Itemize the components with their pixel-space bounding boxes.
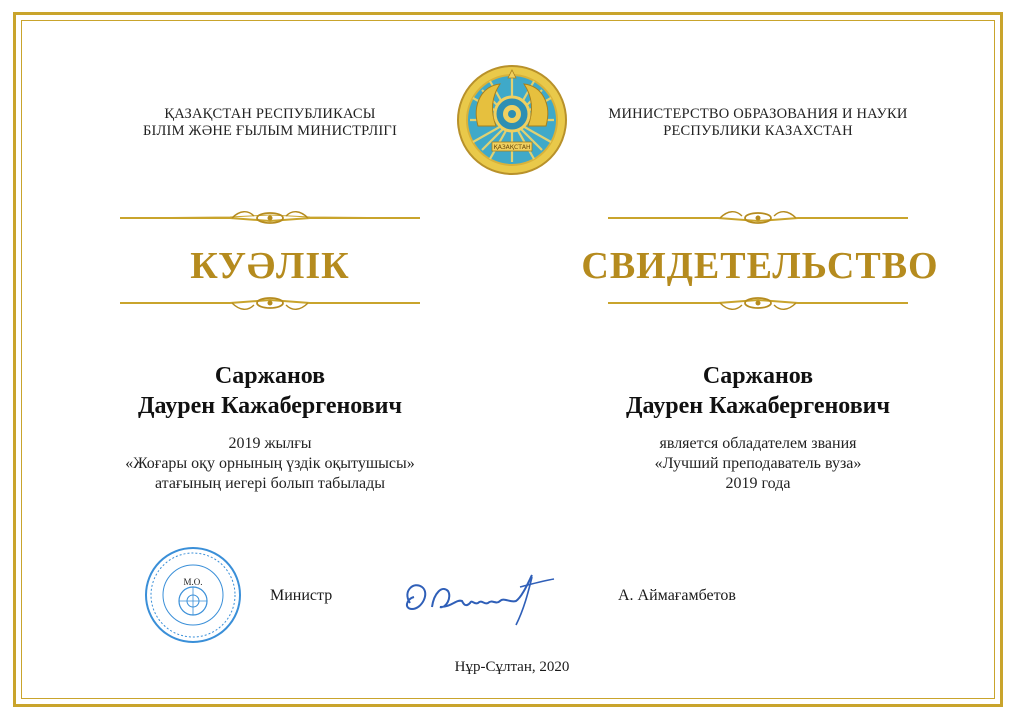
header-kazakh-line2: БІЛІМ ЖӘНЕ ҒЫЛЫМ МИНИСТРЛІГІ: [142, 123, 398, 139]
gold-ornament-divider-icon: [120, 292, 420, 314]
recipient-surname: Саржанов: [702, 363, 814, 389]
recipient-surname: Саржанов: [214, 363, 326, 389]
gold-ornament-divider-icon: [120, 207, 420, 229]
certificate-title-kazakh: КУӘЛІК: [190, 245, 350, 287]
recipient-name-russian: [558, 361, 958, 421]
header-russian-line1: МИНИСТЕРСТВО ОБРАЗОВАНИЯ И НАУКИ: [608, 106, 908, 122]
header-kazakh-line1: ҚАЗАҚСТАН РЕСПУБЛИКАСЫ: [164, 106, 376, 122]
signatory-name: А. Аймағамбетов: [618, 587, 736, 604]
gold-ornament-divider-icon: [608, 207, 908, 229]
award-text-line: является обладателем звания: [659, 435, 857, 452]
gold-ornament-divider-icon: [608, 292, 908, 314]
award-text-line: 2019 жылғы: [228, 435, 312, 452]
award-text-russian: [558, 434, 958, 494]
emblem-caption: ҚАЗАҚСТАН: [493, 144, 531, 151]
seal-label: М.О.: [183, 577, 203, 587]
certificate-title-russian: СВИДЕТЕЛЬСТВО: [581, 245, 939, 287]
recipient-given-names: Даурен Кажабергенович: [137, 393, 403, 419]
header-kazakh: [120, 106, 420, 140]
header-russian: [578, 106, 938, 140]
award-text-kazakh: [70, 434, 470, 494]
recipient-given-names: Даурен Кажабергенович: [625, 393, 891, 419]
award-text-line: «Лучший преподаватель вуза»: [654, 455, 862, 472]
header-russian-line2: РЕСПУБЛИКИ КАЗАХСТАН: [663, 123, 853, 139]
signatory-position: Министр: [270, 587, 333, 604]
official-seal-icon: [143, 545, 243, 645]
handwritten-signature-icon: [392, 563, 567, 633]
recipient-name-kazakh: [70, 361, 470, 421]
award-text-line: атағының иегері болып табылады: [154, 475, 386, 492]
award-text-line: 2019 года: [725, 475, 791, 492]
place-and-date: Нұр-Сұлтан, 2020: [454, 659, 570, 675]
award-text-line: «Жоғары оқу орнының үздік оқытушысы»: [125, 455, 415, 472]
kazakhstan-state-emblem-icon: [456, 64, 568, 176]
